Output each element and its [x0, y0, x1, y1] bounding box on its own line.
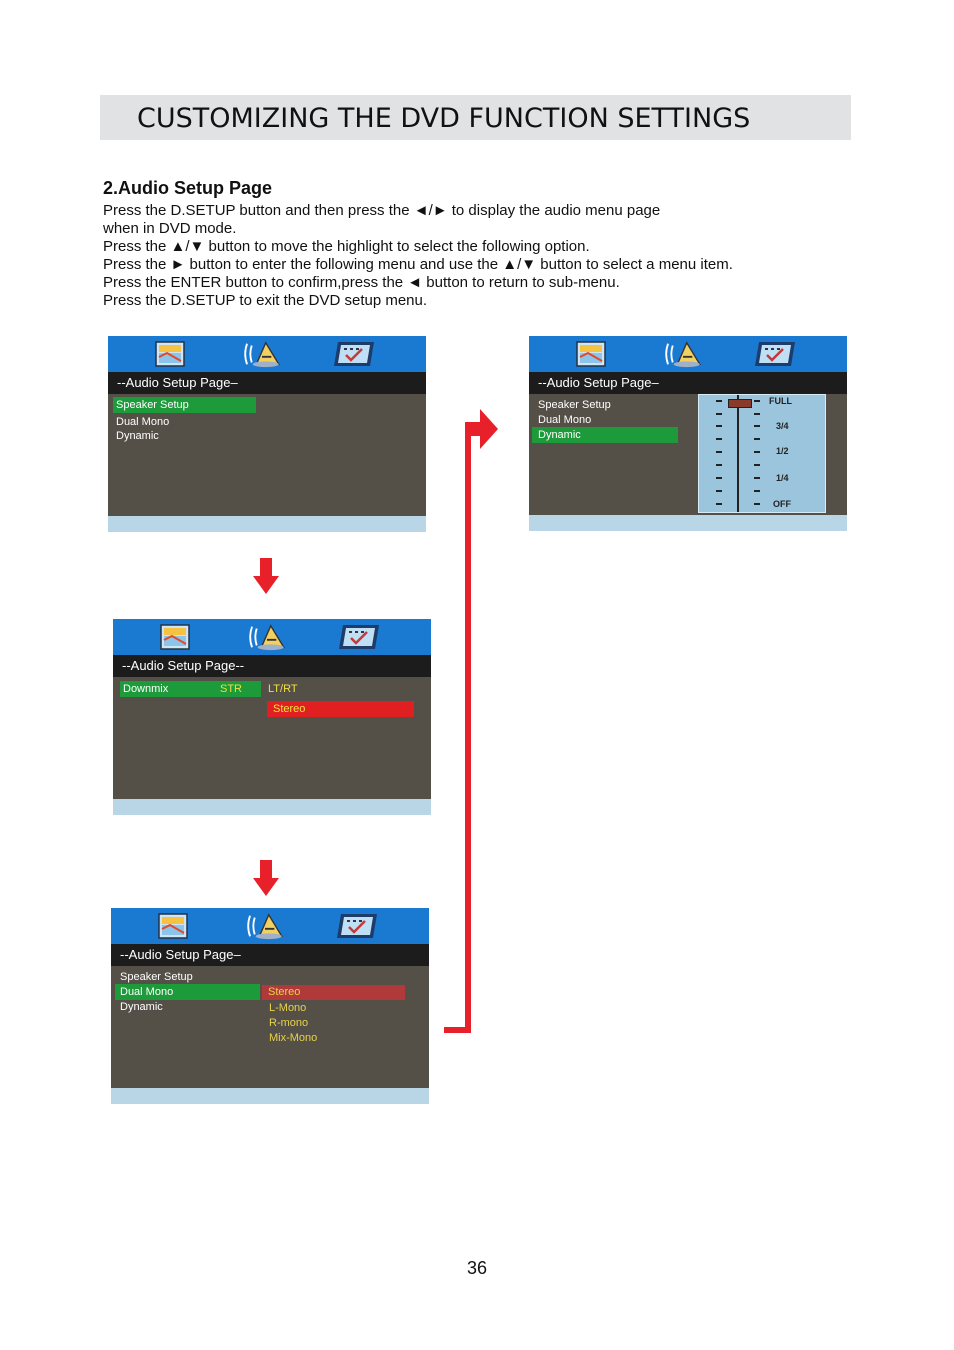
picture-icon[interactable]	[160, 623, 190, 651]
slider-tick	[754, 477, 760, 479]
slider-tick	[716, 464, 722, 466]
audio-speaker-icon[interactable]	[663, 340, 703, 368]
instruction-line: Press the ▲/▼ button to move the highlight to select the following option.	[103, 238, 590, 255]
slider-tick	[716, 477, 722, 479]
menu-item-dynamic[interactable]: Dynamic	[116, 430, 159, 442]
level-1-2: 1/2	[776, 446, 789, 456]
audio-speaker-icon[interactable]	[245, 912, 285, 940]
downmix-label: Downmix	[123, 683, 169, 695]
downmix-value: STR	[220, 683, 242, 695]
menu-item-dual-mono[interactable]: Dual Mono	[116, 416, 170, 428]
level-1-4: 1/4	[776, 473, 789, 483]
level-off: OFF	[773, 499, 791, 509]
level-full: FULL	[769, 396, 792, 406]
menu-toolbar	[108, 336, 426, 372]
menu-item-dynamic[interactable]: Dynamic	[120, 1001, 163, 1013]
slider-tick	[754, 451, 760, 453]
instructions	[103, 202, 733, 310]
page-number: 36	[466, 1258, 488, 1278]
instruction-line: when in DVD mode.	[103, 220, 237, 237]
slider-tick	[716, 425, 722, 427]
arrow-connector-icon	[440, 405, 500, 1035]
slider-tick	[716, 503, 722, 505]
preference-icon[interactable]	[754, 340, 796, 368]
option-l-mono[interactable]: L-Mono	[269, 1002, 307, 1014]
section-title: 2.Audio Setup Page	[103, 178, 273, 198]
option-stereo[interactable]: Stereo	[267, 701, 414, 717]
menu-toolbar	[111, 908, 429, 944]
menu-header: --Audio Setup Page–	[529, 372, 847, 394]
option-stereo[interactable]: Stereo	[262, 985, 405, 1000]
slider-tick	[716, 413, 722, 415]
menu-item-downmix[interactable]	[120, 681, 261, 697]
slider-tick	[754, 425, 760, 427]
slider-track	[737, 395, 739, 512]
slider-tick	[754, 503, 760, 505]
menu-toolbar	[113, 619, 431, 655]
slider-tick	[754, 464, 760, 466]
preference-icon[interactable]	[333, 340, 375, 368]
dynamic-level-slider[interactable]	[698, 394, 826, 513]
instruction-line: Press the ENTER button to confirm,press the ◄ button to return to sub-menu.	[103, 274, 620, 291]
menu-header: --Audio Setup Page--	[113, 655, 431, 677]
slider-tick	[754, 438, 760, 440]
preference-icon[interactable]	[336, 912, 378, 940]
audio-setup-screen-main	[108, 336, 426, 532]
menu-item-dynamic[interactable]: Dynamic	[532, 427, 678, 443]
menu-item-speaker-setup[interactable]: Speaker Setup	[113, 397, 256, 413]
slider-tick	[754, 413, 760, 415]
picture-icon[interactable]	[155, 340, 185, 368]
slider-tick	[716, 438, 722, 440]
menu-item-dual-mono[interactable]: Dual Mono	[115, 984, 260, 1000]
picture-icon[interactable]	[576, 340, 606, 368]
menu-footer	[529, 515, 847, 531]
option-lt-rt[interactable]: LT/RT	[268, 683, 298, 695]
audio-speaker-icon[interactable]	[242, 340, 282, 368]
preference-icon[interactable]	[338, 623, 380, 651]
menu-header: --Audio Setup Page–	[111, 944, 429, 966]
page-title: CUSTOMIZING THE DVD FUNCTION SETTINGS	[137, 103, 751, 134]
menu-item-dual-mono[interactable]: Dual Mono	[538, 414, 592, 426]
slider-tick	[716, 451, 722, 453]
menu-item-speaker-setup[interactable]: Speaker Setup	[120, 971, 193, 983]
arrow-down-icon	[253, 558, 279, 594]
slider-tick	[716, 400, 722, 402]
option-r-mono[interactable]: R-mono	[269, 1017, 309, 1029]
dual-mono-screen	[111, 908, 429, 1104]
level-3-4: 3/4	[776, 421, 789, 431]
slider-knob[interactable]	[728, 399, 752, 408]
arrow-down-icon	[253, 860, 279, 896]
menu-footer	[108, 516, 426, 532]
menu-toolbar	[529, 336, 847, 372]
option-mix-mono[interactable]: Mix-Mono	[269, 1032, 318, 1044]
audio-speaker-icon[interactable]	[247, 623, 287, 651]
slider-tick	[754, 490, 760, 492]
menu-footer	[113, 799, 431, 815]
instruction-line: Press the ► button to enter the following menu and use the ▲/▼ button to select a menu item.	[103, 256, 733, 273]
slider-tick	[716, 490, 722, 492]
picture-icon[interactable]	[158, 912, 188, 940]
instruction-line: Press the D.SETUP to exit the DVD setup menu.	[103, 292, 428, 309]
speaker-setup-screen	[113, 619, 431, 815]
menu-header: --Audio Setup Page–	[108, 372, 426, 394]
menu-item-speaker-setup[interactable]: Speaker Setup	[538, 399, 611, 411]
dynamic-screen	[529, 336, 847, 531]
instruction-line: Press the D.SETUP button and then press the ◄/► to display the audio menu page	[103, 202, 661, 219]
page-banner	[100, 95, 851, 140]
menu-footer	[111, 1088, 429, 1104]
slider-tick	[754, 400, 760, 402]
